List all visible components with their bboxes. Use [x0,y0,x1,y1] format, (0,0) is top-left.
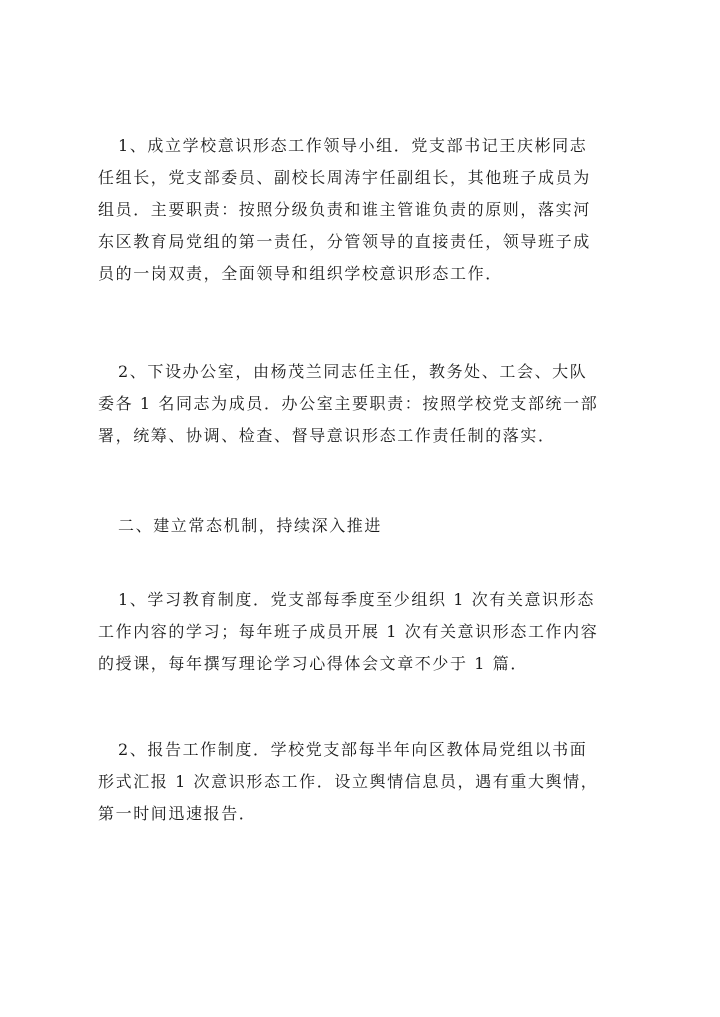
text-line: 组员．主要职责：按照分级负责和谁主管谁负责的原则，落实河 [98,200,591,219]
text-line: 1、成立学校意识形态工作领导小组．党支部书记王庆彬同志 [118,136,588,155]
paragraph-report-system [98,734,628,830]
section-heading [98,510,628,542]
paragraph-leading-group [98,130,628,290]
text-line: 1、学习教育制度．党支部每季度至少组织 1 次有关意识形态 [118,590,595,609]
text-line: 委各 1 名同志为成员．办公室主要职责：按照学校党支部统一部 [98,394,599,413]
text-line: 员的一岗双责，全面领导和组织学校意识形态工作． [98,264,503,283]
heading-line: 二、建立常态机制，持续深入推进 [118,516,383,535]
text-line: 东区教育局党组的第一责任，分管领导的直接责任，领导班子成 [98,232,591,251]
text-line: 工作内容的学习；每年班子成员开展 1 次有关意识形态工作内容 [98,622,599,641]
paragraph-study-system [98,584,628,680]
text-line: 的授课，每年撰写理论学习心得体会文章不少于 1 篇． [98,654,528,673]
text-line: 2、报告工作制度．学校党支部每半年向区教体局党组以书面 [118,740,588,759]
text-line: 2、下设办公室，由杨茂兰同志任主任，教务处、工会、大队 [118,362,588,381]
text-line: 形式汇报 1 次意识形态工作．设立舆情信息员，遇有重大舆情， [98,772,599,791]
paragraph-office-setup [98,356,628,452]
text-line: 署，统筹、协调、检查、督导意识形态工作责任制的落实． [98,426,556,445]
text-line: 第一时间迅速报告． [98,804,257,823]
text-line: 任组长，党支部委员、副校长周涛宇任副组长，其他班子成员为 [98,168,591,187]
